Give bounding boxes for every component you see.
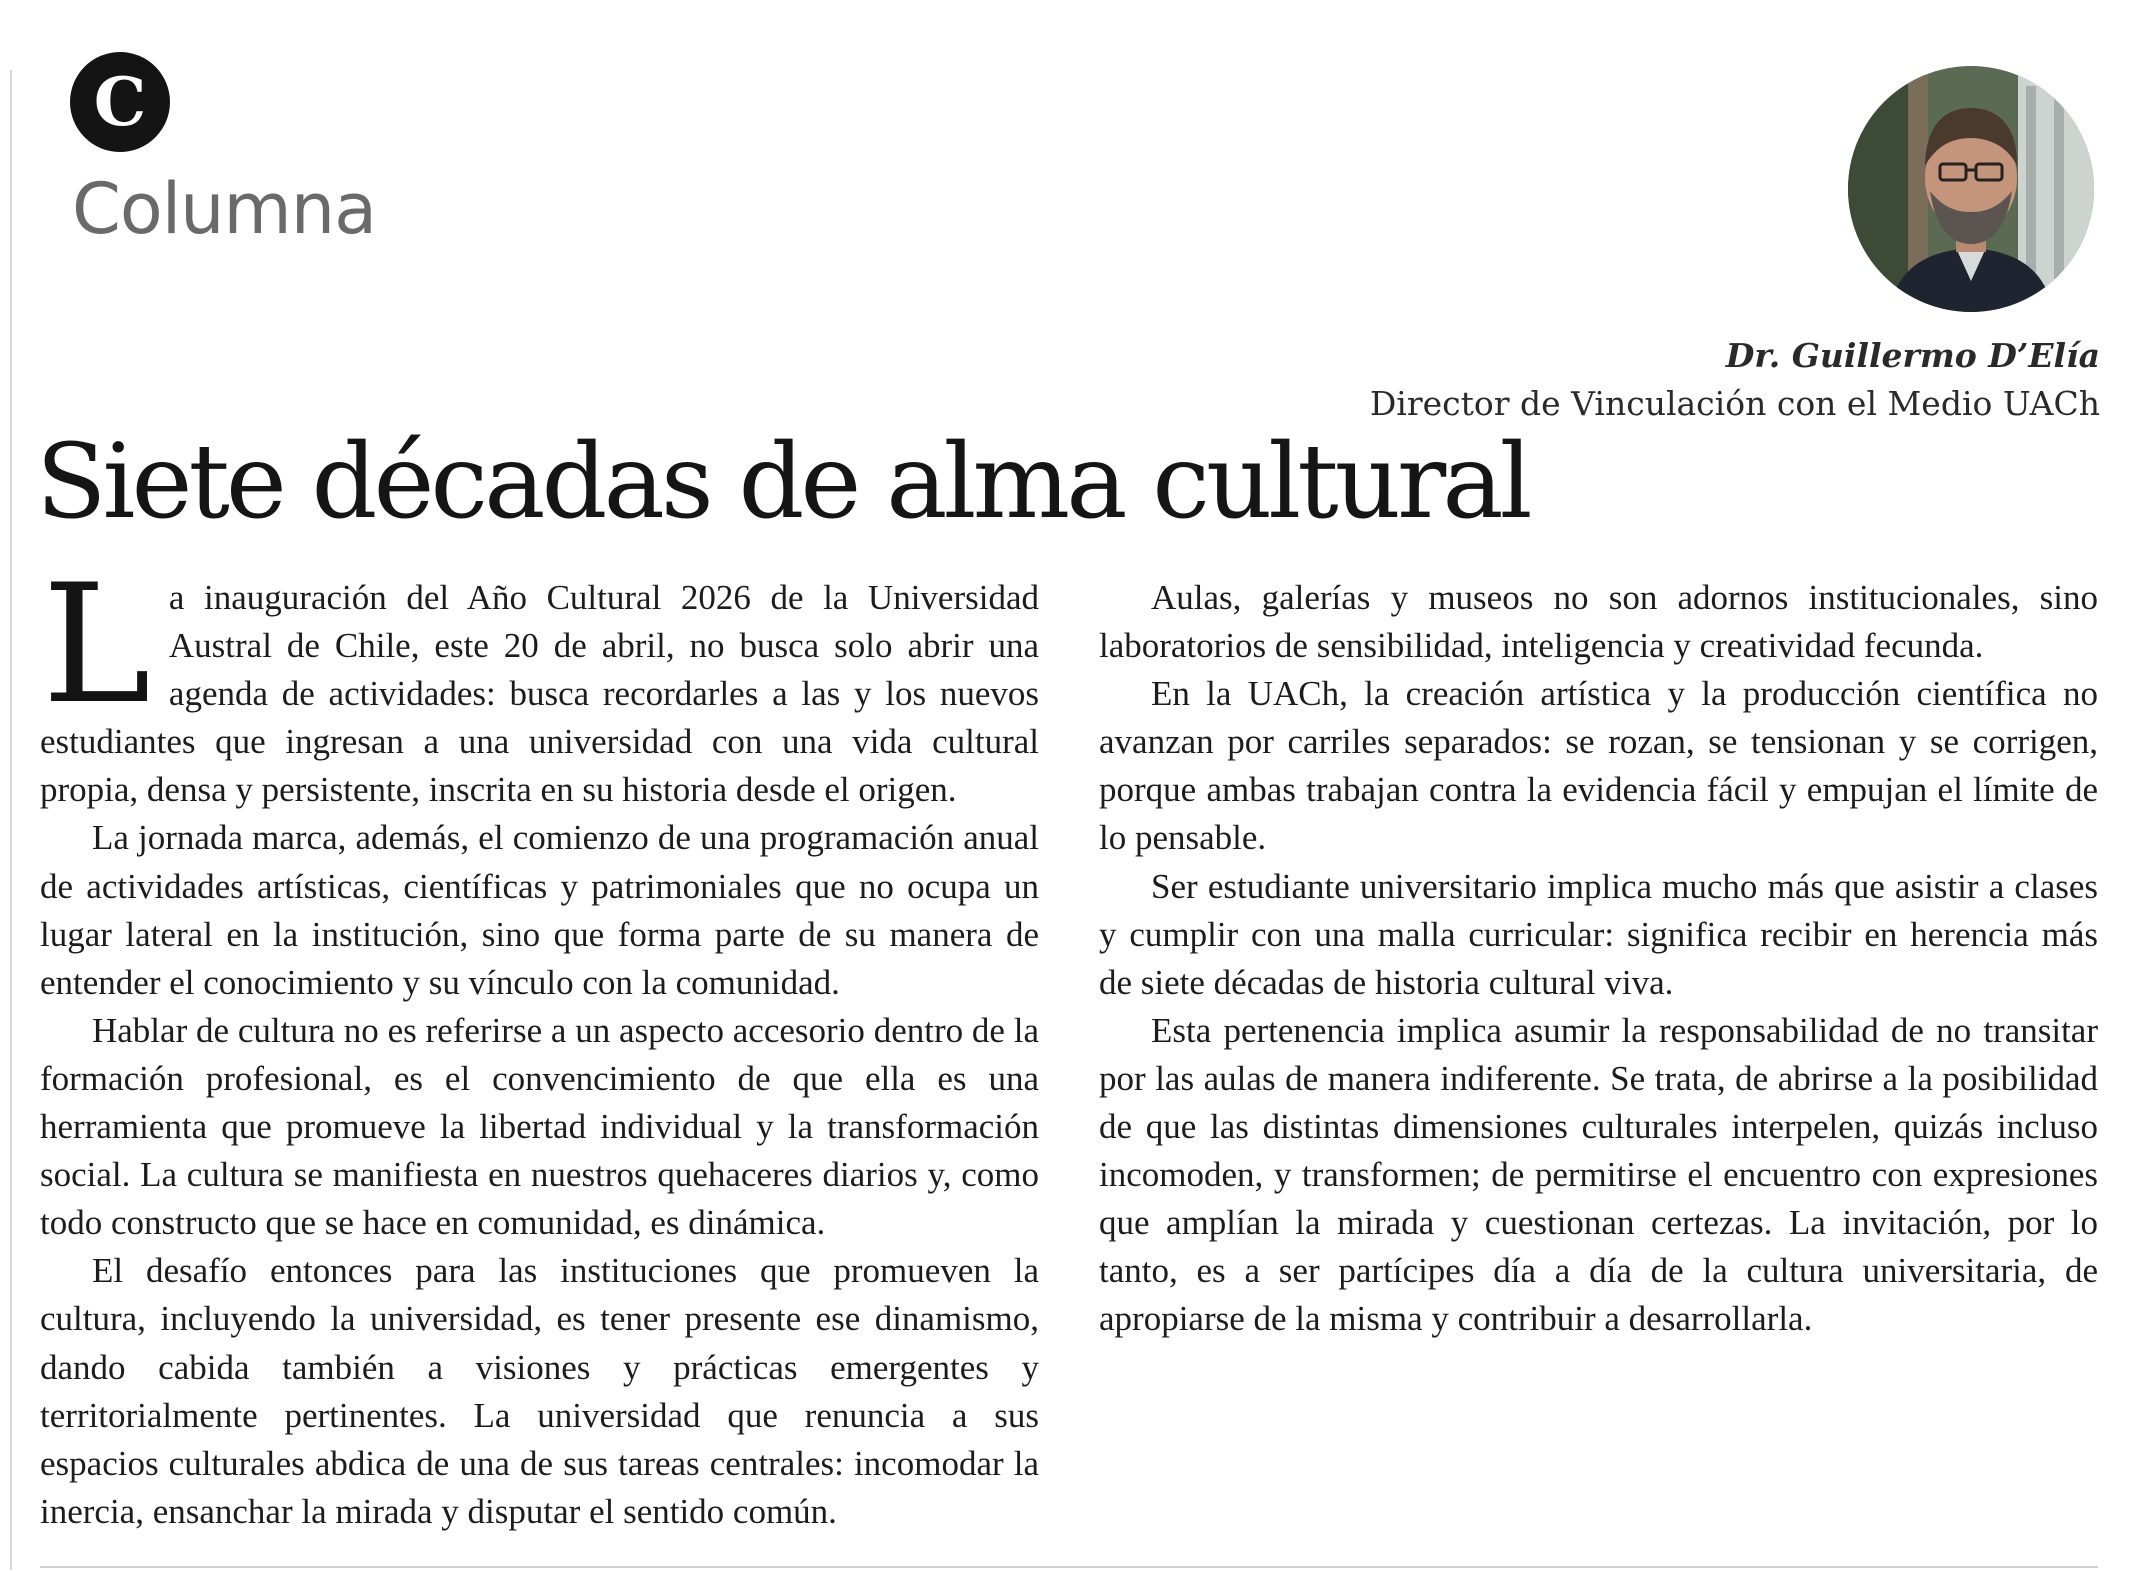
section-badge: C [70, 52, 170, 152]
author-portrait [1848, 66, 2094, 312]
article-paragraph-6: En la UACh, la creación artística y la producción científica no avanzan por carriles separados: se rozan, se tensionan y se corrigen, porque ambas trabajan contra la evidencia fácil y empujan el límite de lo pensable. [1099, 674, 2098, 858]
author-role: Director de Vinculación con el Medio UACh [1369, 384, 2100, 423]
section-label: Columna [72, 168, 376, 250]
article-headline: Siete décadas de alma cultural [36, 422, 1529, 542]
article-paragraph-5: Aulas, galerías y museos no son adornos institucionales, sino laboratorios de sensibilidad, inteligencia y creatividad fecunda. [1099, 578, 2098, 666]
drop-cap: L [42, 549, 151, 740]
article-paragraph-7: Ser estudiante universitario implica mucho más que asistir a clases y cumplir con una malla curricular: significa recibir en herencia más de siete décadas de historia cultural viva. [1099, 866, 2098, 1002]
article-body [40, 549, 2098, 1554]
page-left-rule [10, 70, 12, 1570]
article-paragraph-8: Esta pertenencia implica asumir la responsabilidad de no transitar por las aulas de manera indiferente. Se trata, de abrirse a la posibilidad de que las distintas dimensiones culturales interpelen, quizás incluso incomoden, y transformen; de permitirse el encuentro con expresiones que amplían la mirada y cuestionan certezas. La invitación, por lo tanto, es a ser partícipes día a día de la cultura universitaria, de apropiarse de la misma y contribuir a desarrollarla. [1099, 1010, 2098, 1339]
article-paragraph-3: Hablar de cultura no es referirse a un aspecto accesorio dentro de la formación profesional, es el convencimiento de que ella es una herramienta que promueve la libertad individual y la transformación social. La cultura se manifiesta en nuestros quehaceres diarios y, como todo constructo que se hace en comunidad, es dinámica. [40, 1010, 1039, 1243]
article-paragraph-1-text: a inauguración del Año Cultural 2026 de la Universidad Austral de Chile, este 20 de abril, no busca solo abrir una agenda de actividades: busca recordarles a las y los nuevos estudiantes que ingresan a una universidad con una vida cultural propia, densa y persistente, inscrita en su historia desde el origen. [40, 578, 1039, 810]
author-name: Dr. Guillermo D’Elía [1725, 336, 2100, 375]
article-paragraph-4: El desafío entonces para las instituciones que promueven la cultura, incluyendo la universidad, es tener presente ese dinamismo, dando cabida también a visiones y prácticas emergentes y territorialmente pertinentes. La universidad que renuncia a sus espacios culturales abdica de una de sus tareas centrales: incomodar la inercia, ensanchar la mirada y disputar el sentido común. [40, 1251, 1039, 1531]
bottom-rule [40, 1566, 2098, 1568]
article-paragraph-1 [40, 549, 1039, 814]
article-paragraph-2: La jornada marca, además, el comienzo de una programación anual de actividades artísticas, científicas y patrimoniales que no ocupa un lugar lateral en la institución, sino que forma parte de su manera de entender el conocimiento y su vínculo con la comunidad. [40, 818, 1039, 1002]
